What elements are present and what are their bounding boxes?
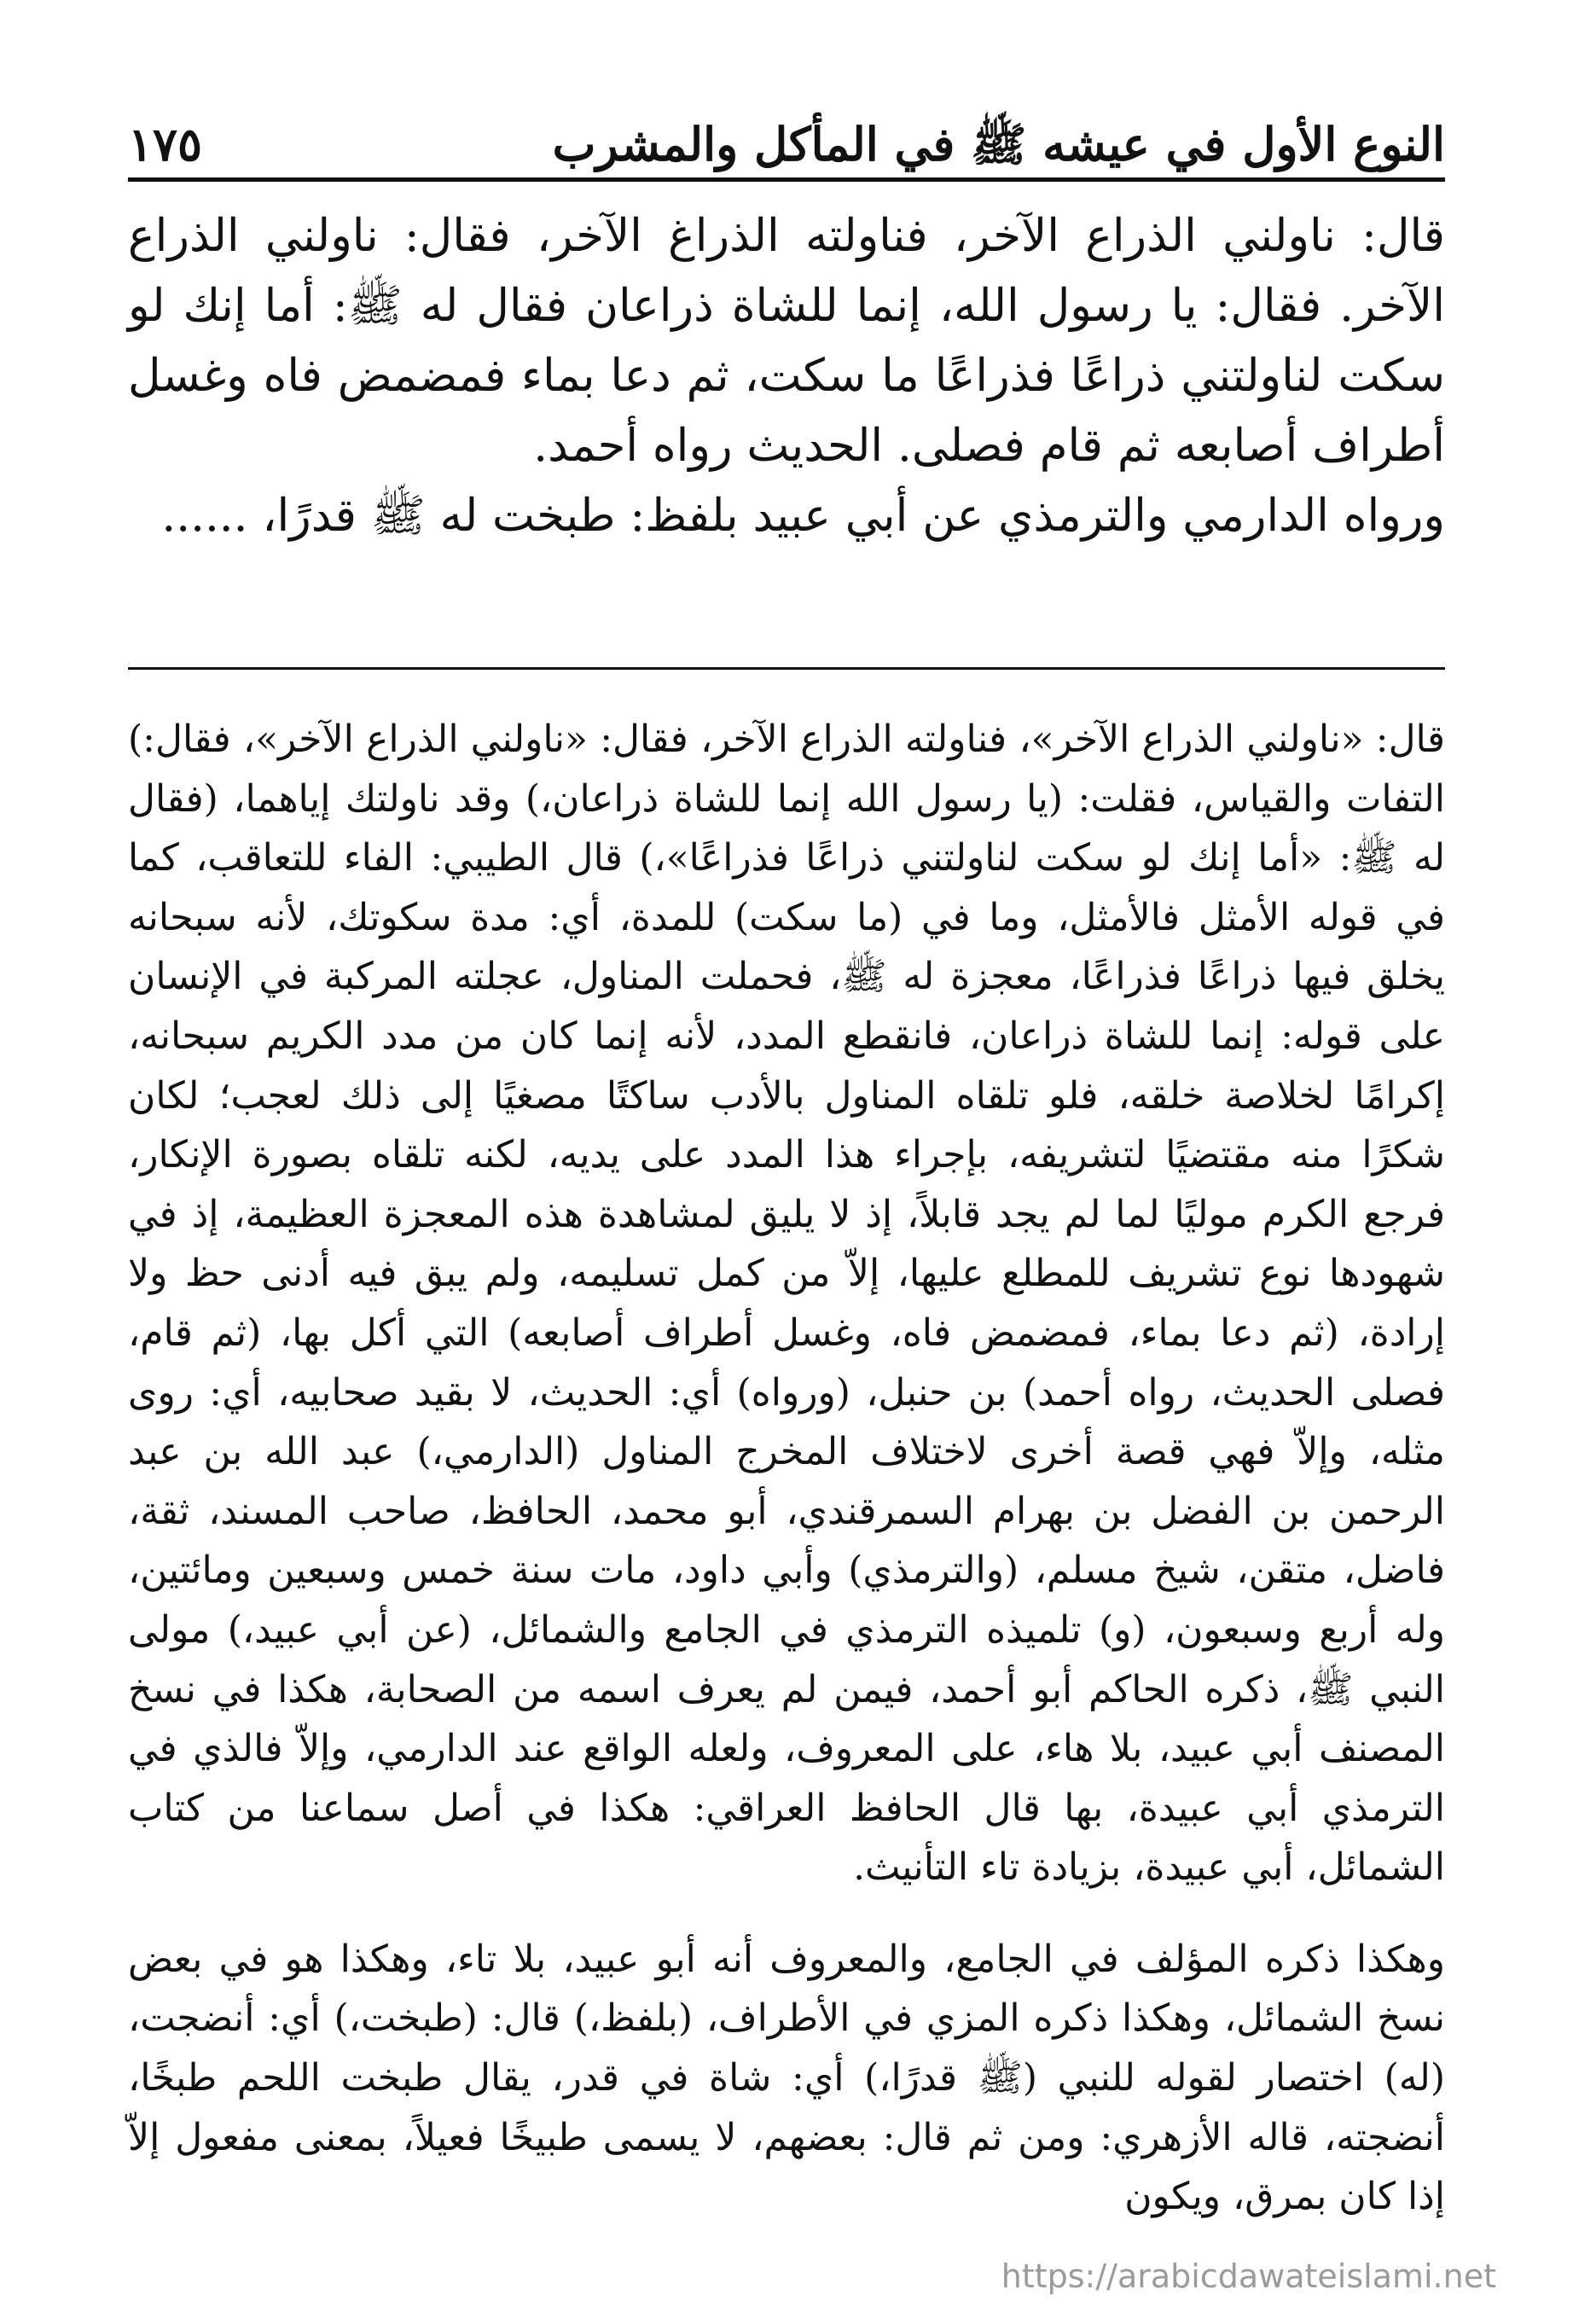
commentary-paragraph: قال: «ناولني الذراع الآخر»، فناولته الذراع الآخر، فقال: «ناولني الذراع الآخر»، فقال:) التفات والقياس، فقلت: (يا رسول الله إنما للشاة ذراعان،) وقد ناولتك إياهما، (فقال له ﷺ: «أما إنك لو سكت لناولتني ذراعًا فذراعًا»،) قال الطيبي: الفاء للتعاقب، كما في قوله الأمثل فالأمثل، وما في (ما سكت) للمدة، أي: مدة سكوتك، لأنه سبحانه يخلق فيها ذراعًا فذراعًا، معجزة له ﷺ، فحملت المناول، عجلته المركبة في الإنسان على قوله: إنما للشاة ذراعان، فانقطع المدد، لأنه إنما كان من مدد الكريم سبحانه، إكرامًا لخلاصة خلقه، فلو تلقاه المناول بالأدب ساكتًا مصغيًا إلى ذلك لعجب؛ لكان شكرًا منه مقتضيًا لتشريفه، بإجراء هذا المدد على يديه، لكنه تلقاه بصورة الإنكار، فرجع الكرم موليًا لما لم يجد قابلاً، إذ لا يليق لمشاهدة هذه المعجزة العظيمة، إذ في شهودها نوع تشريف للمطلع عليها، إلاّ من كمل تسليمه، ولم يبق فيه أدنى حظ ولا إرادة، (ثم دعا بماء، فمضمض فاه، وغسل أطراف أصابعه) التي أكل بها، (ثم قام، فصلى الحديث، رواه أحمد) بن حنبل، (ورواه) أي: الحديث، لا بقيد صحابيه، أي: روى مثله، وإلاّ فهي قصة أخرى لاختلاف المخرج المناول (الدارمي،) عبد الله بن عبد الرحمن بن الفضل بن بهرام السمرقندي، أبو محمد، الحافظ، صاحب المسند، ثقة، فاضل، متقن، شيخ مسلم، (والترمذي) وأبي داود، مات سنة خمس وسبعين ومائتين، وله أربع وسبعون، (و) تلميذه الترمذي في الجامع والشمائل، (عن أبي عبيد،) مولى النبي ﷺ، ذكره الحاكم أبو أحمد، فيمن لم يعرف اسمه من الصحابة، هكذا في نسخ المصنف أبي عبيد، بلا هاء، على المعروف، ولعله الواقع عند الدارمي، وإلاّ فالذي في الترمذي أبي عبيدة، بها قال الحافظ العراقي: هكذا في أصل سماعنا من كتاب الشمائل، أبي عبيدة، بزيادة تاء التأنيث.: [128, 718, 1446, 1890]
section-divider: [128, 667, 1445, 670]
page-header: [128, 82, 1445, 171]
commentary-text: [128, 710, 1445, 2227]
main-paragraph: قال: ناولني الذراع الآخر، فناولته الذراغ الآخر، فقال: ناولني الذراع الآخر. فقال: يا رسول الله، إنما للشاة ذراعان فقال له ﷺ: أما إنك لو سكت لناولتني ذراعًا فذراعًا ما سكت، ثم دعا بماء فمضمض فاه وغسل أطراف أصابعه ثم قام فصلى. الحديث رواه أحمد.: [128, 210, 1445, 472]
header-rule: [128, 177, 1445, 182]
main-paragraph: ورواه الدارمي والترمذي عن أبي عبيد بلفظ: طبخت له ﷺ قدرًا، ......: [161, 490, 1445, 542]
page-number: ١٧٥: [128, 117, 203, 171]
commentary-paragraph: وهكذا ذكره المؤلف في الجامع، والمعروف أنه أبو عبيد، بلا تاء، وهكذا هو في بعض نسخ الشمائل، وهكذا ذكره المزي في الأطراف، (بلفظ،) قال: (طبخت،) أي: أنضجت، (له) اختصار لقوله للنبي (ﷺ قدرًا،) أي: شاة في قدر، يقال طبخت اللحم طبخًا، أنضجته، قاله الأزهري: ومن ثم قال: بعضهم، لا يسمى طبيخًا فعيلاً، بمعنى مفعول إلاّ إذا كان بمرق، ويكون: [128, 1937, 1445, 2219]
main-text: [128, 201, 1445, 551]
watermark-url: https://arabicdawateislami.net: [1001, 2257, 1496, 2295]
running-title: النوع الأول في عيشه ﷺ في المأكل والمشرب: [552, 117, 1445, 171]
